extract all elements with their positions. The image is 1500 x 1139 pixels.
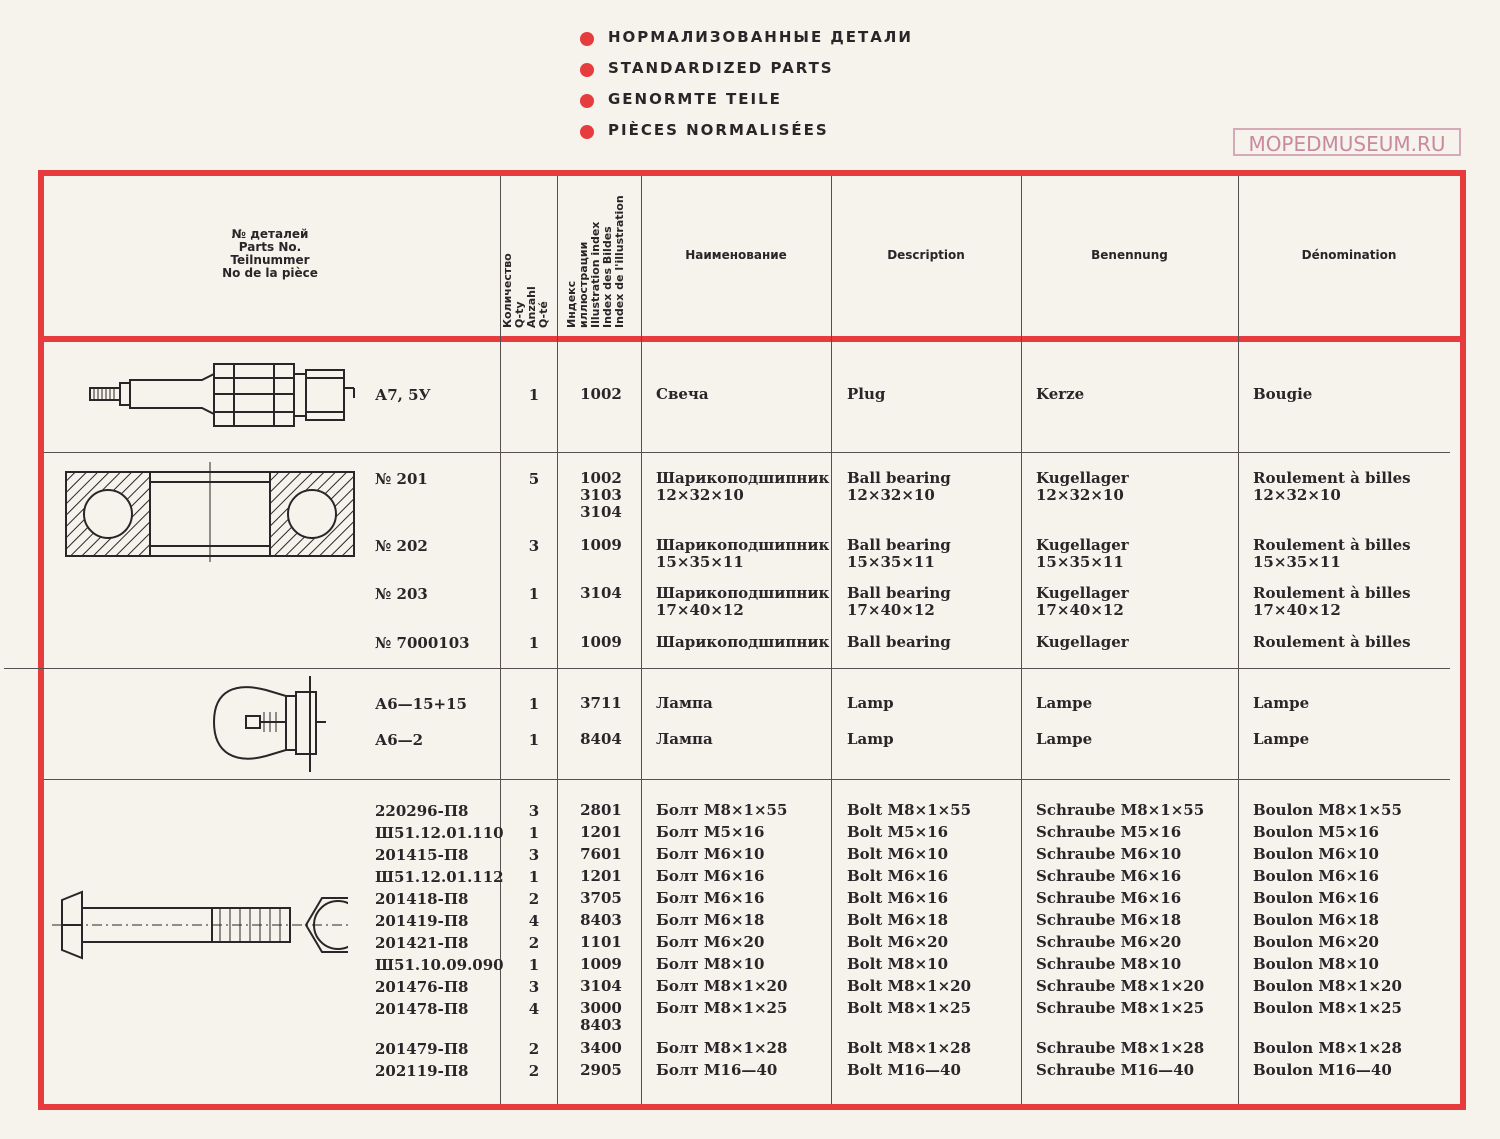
name-fr: Lampe <box>1253 694 1310 712</box>
name-de: Kugellager 17×40×12 <box>1036 584 1129 619</box>
red-bullet-icon <box>580 94 594 108</box>
name-fr: Boulon M8×1×25 <box>1253 999 1402 1017</box>
group-divider <box>44 452 1450 453</box>
illustration-index: 3104 <box>580 584 622 602</box>
part-number: 201479-П8 <box>375 1040 469 1058</box>
part-number: 201478-П8 <box>375 1000 469 1018</box>
illustration-index: 3711 <box>580 694 622 712</box>
name-ru: Лампа <box>656 730 713 748</box>
group-divider <box>44 779 1450 780</box>
quantity: 3 <box>528 846 540 864</box>
name-en: Ball bearing 17×40×12 <box>847 584 951 619</box>
name-ru: Шарикоподшипник <box>656 633 830 651</box>
name-de: Schraube M6×10 <box>1036 845 1182 863</box>
name-de: Schraube M8×1×25 <box>1036 999 1205 1017</box>
lamp-bulb-icon <box>206 672 336 776</box>
name-ru: Болт М6×18 <box>656 911 765 929</box>
name-fr: Boulon M5×16 <box>1253 823 1379 841</box>
illustration-index: 1101 <box>580 933 622 951</box>
name-en: Ball bearing <box>847 633 951 651</box>
name-ru: Болт М8×1×55 <box>656 801 788 819</box>
name-de: Schraube M6×16 <box>1036 867 1182 885</box>
header-name-de: Benennung <box>1091 248 1168 262</box>
quantity: 4 <box>528 912 540 930</box>
quantity: 3 <box>528 802 540 820</box>
part-number: 201421-П8 <box>375 934 469 952</box>
name-fr: Boulon M6×18 <box>1253 911 1379 929</box>
illustration-index: 3400 <box>580 1039 622 1057</box>
red-bullet-icon <box>580 63 594 77</box>
name-ru: Болт М6×16 <box>656 867 765 885</box>
name-ru: Болт М8×1×20 <box>656 977 788 995</box>
quantity: 2 <box>528 1062 540 1080</box>
name-en: Lamp <box>847 694 894 712</box>
name-de: Schraube M6×18 <box>1036 911 1182 929</box>
name-fr: Bougie <box>1253 385 1313 403</box>
part-number: А6—15+15 <box>375 695 467 713</box>
part-number: № 202 <box>375 537 428 555</box>
group-divider <box>4 668 1450 669</box>
header-name-en: Description <box>887 248 965 262</box>
col-divider <box>1238 176 1239 1104</box>
name-de: Lampe <box>1036 694 1093 712</box>
ball-bearing-icon <box>62 462 358 562</box>
name-en: Bolt M6×16 <box>847 889 949 907</box>
name-ru: Шарикоподшипник 15×35×11 <box>656 536 830 571</box>
name-ru: Болт М8×1×25 <box>656 999 788 1017</box>
quantity: 1 <box>528 868 540 886</box>
part-number: Ш51.12.01.112 <box>375 868 504 886</box>
name-en: Lamp <box>847 730 894 748</box>
part-number: 201415-П8 <box>375 846 469 864</box>
red-bullet-icon <box>580 125 594 139</box>
name-fr: Boulon M8×10 <box>1253 955 1379 973</box>
quantity: 1 <box>528 585 540 603</box>
name-fr: Boulon M8×1×20 <box>1253 977 1402 995</box>
name-en: Bolt M6×10 <box>847 845 949 863</box>
illustration-index: 3104 <box>580 977 622 995</box>
name-fr: Roulement à billes 12×32×10 <box>1253 469 1411 504</box>
name-de: Schraube M6×20 <box>1036 933 1182 951</box>
name-fr: Boulon M16—40 <box>1253 1061 1392 1079</box>
quantity: 1 <box>528 634 540 652</box>
name-fr: Boulon M8×1×55 <box>1253 801 1402 819</box>
name-en: Plug <box>847 385 886 403</box>
name-en: Bolt M8×1×20 <box>847 977 972 995</box>
illustration-index: 8403 <box>580 911 622 929</box>
name-de: Schraube M5×16 <box>1036 823 1182 841</box>
name-ru: Болт М16—40 <box>656 1061 778 1079</box>
name-de: Kugellager 12×32×10 <box>1036 469 1129 504</box>
header-index: Индекс иллюстрации Illustration index Index des Bildes Index de l'illustration <box>565 195 626 328</box>
name-de: Kerze <box>1036 385 1085 403</box>
name-en: Bolt M5×16 <box>847 823 949 841</box>
illustration-index: 3705 <box>580 889 622 907</box>
part-number: А7, 5У <box>375 386 431 404</box>
name-en: Bolt M6×18 <box>847 911 949 929</box>
part-number: Ш51.10.09.090 <box>375 956 504 974</box>
quantity: 2 <box>528 1040 540 1058</box>
illustration-index: 2905 <box>580 1061 622 1079</box>
name-fr: Roulement à billes 15×35×11 <box>1253 536 1411 571</box>
quantity: 1 <box>528 695 540 713</box>
col-divider <box>1021 176 1022 1104</box>
quantity: 3 <box>528 537 540 555</box>
name-de: Schraube M16—40 <box>1036 1061 1195 1079</box>
col-divider <box>641 176 642 1104</box>
quantity: 2 <box>528 890 540 908</box>
name-fr: Boulon M8×1×28 <box>1253 1039 1402 1057</box>
illustration-index: 7601 <box>580 845 622 863</box>
part-number: А6—2 <box>375 731 424 749</box>
header-part-no: № деталей Parts No. Teilnummer No de la pièce <box>222 227 318 280</box>
illustration-index: 1201 <box>580 867 622 885</box>
name-fr: Boulon M6×10 <box>1253 845 1379 863</box>
name-ru: Болт М6×16 <box>656 889 765 907</box>
quantity: 1 <box>528 824 540 842</box>
illustration-index: 1009 <box>580 955 622 973</box>
quantity: 1 <box>528 386 540 404</box>
name-ru: Шарикоподшипник 17×40×12 <box>656 584 830 619</box>
name-en: Bolt M8×1×55 <box>847 801 972 819</box>
col-divider <box>831 176 832 1104</box>
name-ru: Болт М6×10 <box>656 845 765 863</box>
name-ru: Шарикоподшипник 12×32×10 <box>656 469 830 504</box>
bolt-icon <box>52 880 348 970</box>
illustration-index: 1201 <box>580 823 622 841</box>
header-name-ru: Наименование <box>685 248 787 262</box>
name-en: Ball bearing 15×35×11 <box>847 536 951 571</box>
name-fr: Roulement à billes 17×40×12 <box>1253 584 1411 619</box>
illustration-index: 3000 8403 <box>580 999 622 1034</box>
part-number: № 7000103 <box>375 634 470 652</box>
part-number: 202119-П8 <box>375 1062 469 1080</box>
name-de: Schraube M6×16 <box>1036 889 1182 907</box>
part-number: 201419-П8 <box>375 912 469 930</box>
name-en: Bolt M16—40 <box>847 1061 961 1079</box>
name-en: Bolt M6×16 <box>847 867 949 885</box>
header-name-fr: Dénomination <box>1301 248 1397 262</box>
name-en: Bolt M8×1×25 <box>847 999 972 1017</box>
name-ru: Болт М5×16 <box>656 823 765 841</box>
name-ru: Болт М8×1×28 <box>656 1039 788 1057</box>
name-de: Kugellager 15×35×11 <box>1036 536 1129 571</box>
illustration-index: 8404 <box>580 730 622 748</box>
name-en: Bolt M8×1×28 <box>847 1039 972 1057</box>
name-ru: Свеча <box>656 385 709 403</box>
quantity: 2 <box>528 934 540 952</box>
quantity: 1 <box>528 956 540 974</box>
illustration-index: 2801 <box>580 801 622 819</box>
name-fr: Lampe <box>1253 730 1310 748</box>
part-number: № 201 <box>375 470 428 488</box>
illustration-index: 1009 <box>580 633 622 651</box>
name-de: Schraube M8×10 <box>1036 955 1182 973</box>
quantity: 4 <box>528 1000 540 1018</box>
red-bullet-icon <box>580 32 594 46</box>
quantity: 3 <box>528 978 540 996</box>
part-number: № 203 <box>375 585 428 603</box>
header-separator <box>38 336 1466 342</box>
part-number: 201418-П8 <box>375 890 469 908</box>
name-fr: Roulement à billes <box>1253 633 1411 651</box>
quantity: 1 <box>528 731 540 749</box>
name-en: Bolt M6×20 <box>847 933 949 951</box>
spark-plug-icon <box>84 352 364 440</box>
name-de: Schraube M8×1×55 <box>1036 801 1205 819</box>
name-fr: Boulon M6×16 <box>1253 867 1379 885</box>
name-en: Ball bearing 12×32×10 <box>847 469 951 504</box>
part-number: 220296-П8 <box>375 802 469 820</box>
watermark-logo: MOPEDMUSEUM.RU <box>1233 128 1461 156</box>
name-de: Kugellager <box>1036 633 1129 651</box>
header-qty: Количество Q-ty Anzahl Q-té <box>501 253 550 328</box>
name-en: Bolt M8×10 <box>847 955 949 973</box>
quantity: 5 <box>528 470 540 488</box>
illustration-index: 1009 <box>580 536 622 554</box>
part-number: 201476-П8 <box>375 978 469 996</box>
illustration-index: 1002 3103 3104 <box>580 469 622 521</box>
name-de: Schraube M8×1×20 <box>1036 977 1205 995</box>
name-de: Schraube M8×1×28 <box>1036 1039 1205 1057</box>
name-fr: Boulon M6×16 <box>1253 889 1379 907</box>
name-fr: Boulon M6×20 <box>1253 933 1379 951</box>
name-ru: Болт М8×10 <box>656 955 765 973</box>
name-ru: Болт М6×20 <box>656 933 765 951</box>
illustration-index: 1002 <box>580 385 622 403</box>
name-de: Lampe <box>1036 730 1093 748</box>
part-number: Ш51.12.01.110 <box>375 824 504 842</box>
name-ru: Лампа <box>656 694 713 712</box>
